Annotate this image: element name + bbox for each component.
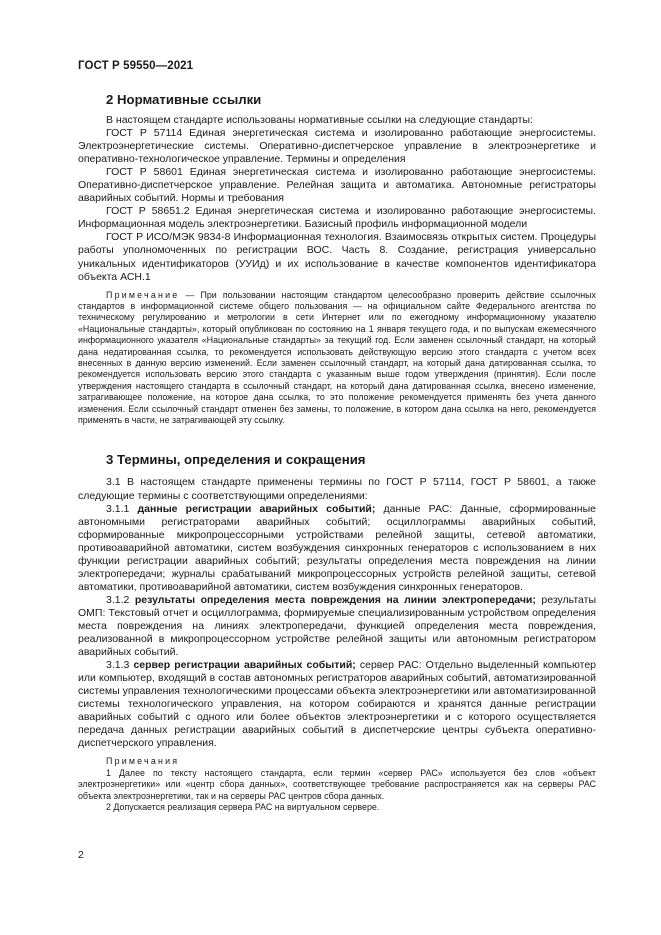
section-3-notes — [78, 756, 596, 813]
section-2-title: 2 Нормативные ссылки — [106, 92, 262, 107]
section-2-intro: В настоящем стандарте использованы нормативные ссылки на следующие стандарты: — [106, 114, 533, 126]
term-definition — [78, 659, 596, 750]
note-text: — При пользовании настоящим стандартом целесообразно проверить действие ссылочных стандартов в информационной системе общего пользования — на официальном сайте Федерального агентства по техническому регулированию и метрологии в сети Интернет или по ежегодному информационному указателю «Национальные стандарты», который опубликован по состоянию на 1 января текущего года, и по выпускам ежемесячного информационного указателя «Национальные стандарты» за текущий год. Если заменен ссылочный стандарт, на который дана недатированная ссылка, то рекомендуется использовать действующую версию этого стандарта с учетом всех внесенных в данную версию изменений. Если заменен ссылочный стандарт, на который дана датированная ссылка, то рекомендуется использовать версию этого стандарта с указанным выше годом утверждения (принятия). Если после утверждения настоящего стандарта в ссылочный стандарт, на который дана датированная ссылка, внесено изменение, затрагивающее положение, на которое дана ссылка, то это положение рекомендуется применять без учета данного изменения. Если ссылочный стандарт отменен без замены, то положение, в котором дана ссылка на него, рекомендуется применять в части, не затрагивающей эту ссылку. — [78, 289, 596, 426]
term-name: сервер регистрации аварийных событий; — [133, 659, 356, 672]
term-name: данные регистрации аварийных событий; — [137, 502, 376, 515]
term-number: 3.1.1 — [106, 502, 138, 515]
note-label: Примечание — [106, 289, 180, 300]
reference-item: ГОСТ Р 58601 Единая энергетическая система и изолированно работающие энергосистемы. Оперативно-диспетчерское управление. Релейная защита и автоматика. Автономные регистраторы аварийных событий. Нормы и требования — [78, 166, 596, 205]
section-3-intro: 3.1 В настоящем стандарте применены термины по ГОСТ Р 57114, ГОСТ Р 58601, а также следующие термины с соответствующими определениями: — [78, 476, 596, 502]
term-number: 3.1.3 — [106, 659, 134, 672]
term-definition-text: данные РАС: Данные, сформированные автономными регистраторами аварийных событий; осциллограммы аварийных событий, сформированные микропроцессорными устройствами релейной защиты, сетевой автоматики, противоаварийной автоматики, систем возбуждения синхронных генераторов с использованием в них функции регистрации аварийных событий; результаты определения места повреждения на линии электропередачи; журналы срабатываний микропроцессорных устройств релейной защиты, сетевой автоматики, противоаварийной автоматики, систем возбуждения синхронных генераторов. — [78, 502, 596, 593]
page-number: 2 — [78, 849, 84, 861]
notes-heading-label: Примечания — [106, 756, 180, 767]
page-content — [78, 92, 596, 814]
term-definition — [78, 503, 596, 594]
document-code-header: ГОСТ Р 59550—2021 — [78, 60, 194, 72]
note-paragraph — [78, 290, 596, 427]
reference-item: ГОСТ Р 57114 Единая энергетическая система и изолированно работающие энергосистемы. Электроэнергетические системы. Оперативно-диспетчерское управление в электроэнергетике и оперативно-технологическое управление. Термины и определения — [78, 127, 596, 166]
section-3-title: 3 Термины, определения и сокращения — [106, 452, 366, 468]
note-item: 1 Далее по тексту настоящего стандарта, если термин «сервер РАС» используется без слов «объект электроэнергетики» или «центр сбора данных», соответствующее требование распространяется как на серверы РАС объекта электроэнергетики, так и на серверы РАС центров сбора данных. — [78, 767, 596, 801]
term-definition — [78, 594, 596, 659]
term-number: 3.1.2 — [106, 593, 135, 606]
reference-item: ГОСТ Р ИСО/МЭК 9834-8 Информационная технология. Взаимосвязь открытых систем. Процедуры работы уполномоченных по регистрации ВОС. Часть 8. Создание, регистрация универсально уникальных идентификаторов (УУИд) и их использование в качестве компонентов идентификатора объекта АСН.1 — [78, 231, 596, 283]
section-2-note — [78, 290, 596, 427]
notes-heading — [78, 756, 596, 767]
term-definition-text: сервер РАС: Отдельно выделенный компьютер или компьютер, входящий в состав автономных регистраторов аварийных событий, автоматизированной системы управления технологическими процессами объекта электроэнергетики или автоматизированной системы технологического управления, на котором собираются и хранятся данные регистрации аварийных событий с одного или более объектов электроэнергетики и с которого осуществляется передача данных регистрации аварийных событий в диспетчерские центры субъекта оперативно-диспетчерского управления. — [78, 659, 596, 750]
term-definition-text: результаты ОМП: Текстовый отчет и осциллограмма, формируемые специализированным устройством определения места повреждения на линиях электропередачи, функцией определения места повреждения, реализованной в микропроцессорном устройстве релейной защиты или автономным регистратором аварийных событий. — [78, 593, 596, 659]
note-item: 2 Допускается реализация сервера РАС на виртуальном сервере. — [106, 802, 380, 813]
reference-item: ГОСТ Р 58651.2 Единая энергетическая система и изолированно работающие энергосистемы. Информационная модель электроэнергетики. Базисный профиль информационной модели — [78, 205, 596, 231]
term-name: результаты определения места повреждения на линии электропередачи; — [134, 593, 536, 606]
